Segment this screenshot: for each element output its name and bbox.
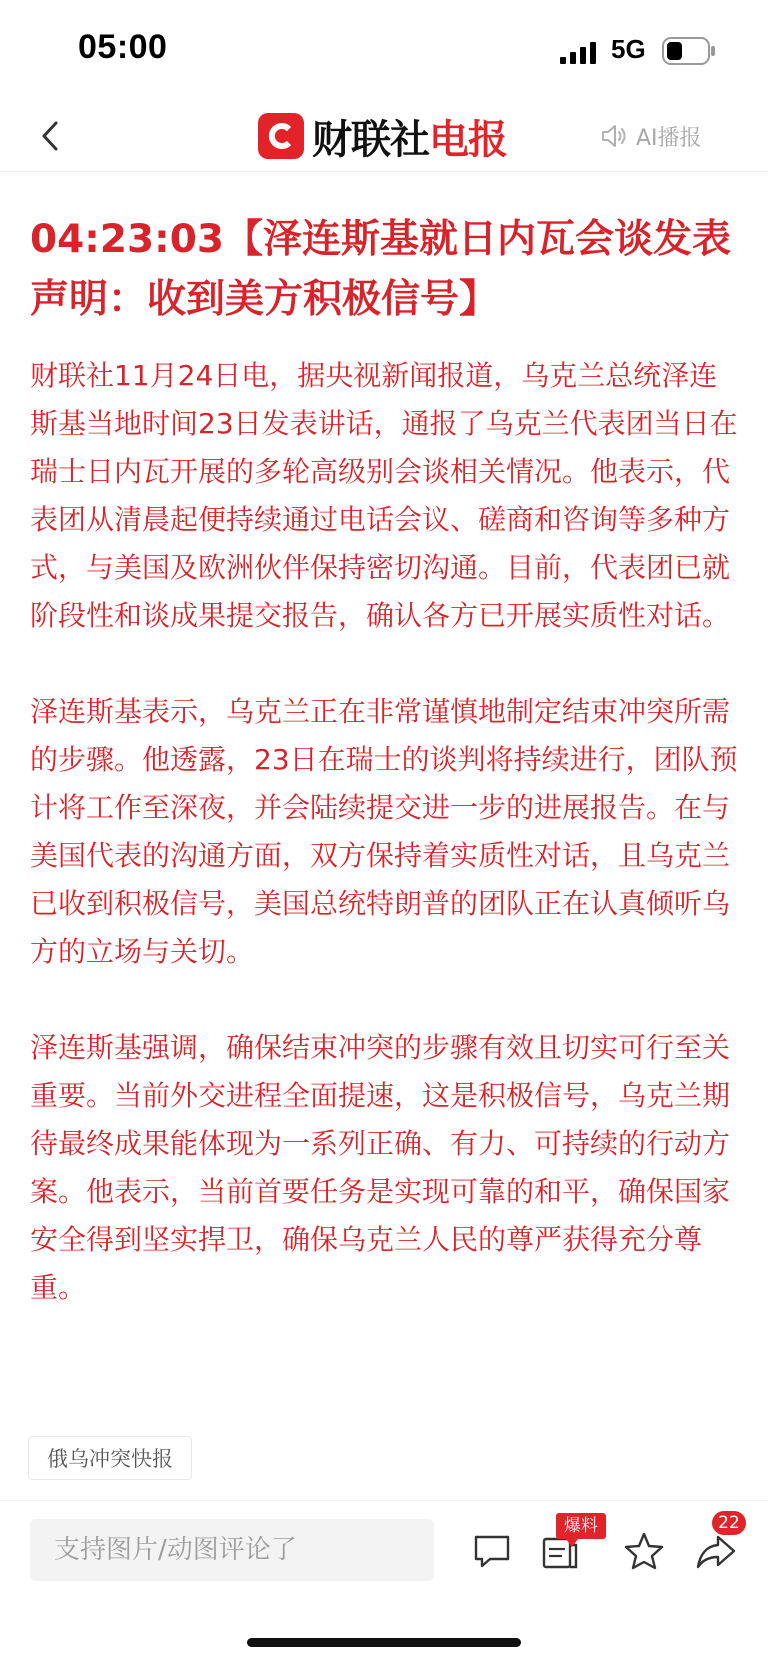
speaker-icon — [600, 123, 628, 149]
article-paragraph-3: 泽连斯基强调，确保结束冲突的步骤有效且切实可行至关重要。当前外交进程全面提速，这是积极信号，乌克兰期待最终成果能体现为一系列正确、有力、可持续的行动方案。他表示，当前首要任务是实现可靠的和平，确保国家安全得到坚实捍卫，确保乌克兰人民的尊严获得充分尊重。 — [30, 1031, 731, 1304]
logo-c-icon — [258, 113, 304, 159]
tip-badge: 爆料 — [556, 1513, 606, 1539]
article-paragraph-1: 财联社11月24日电，据央视新闻报道，乌克兰总统泽连斯基当地时间23日发表讲话，通报了乌克兰代表团当日在瑞士日内瓦开展的多轮高级别会谈相关情况。他表示，代表团从清晨起便持续通过电话会议、磋商和咨询等多种方式，与美国及欧洲伙伴保持密切沟通。目前，代表团已就阶段性和谈成果提交报告，确认各方已开展实质性对话。 — [30, 359, 738, 632]
bottom-bar — [0, 1500, 768, 1663]
chevron-left-icon — [40, 120, 60, 152]
comment-icon[interactable] — [470, 1529, 514, 1573]
logo-text-dianbao: 电报 — [429, 116, 507, 163]
article-headline: 04:23:03【泽连斯基就日内瓦会谈发表声明：收到美方积极信号】 — [30, 217, 732, 322]
star-icon[interactable] — [622, 1529, 666, 1573]
logo-text-caijinglianshe: 财联社 — [312, 116, 429, 163]
battery-icon — [662, 37, 716, 65]
ai-broadcast-label: AI播报 — [636, 125, 702, 151]
app-logo — [258, 108, 507, 164]
share-count-badge: 22 — [712, 1511, 746, 1535]
home-indicator — [247, 1638, 521, 1647]
share-icon[interactable] — [694, 1529, 738, 1573]
article-body — [30, 210, 740, 1312]
back-button[interactable] — [30, 112, 70, 160]
topic-tag[interactable]: 俄乌冲突快报 — [28, 1436, 192, 1480]
network-type: 5G — [611, 34, 646, 64]
article-paragraph-2: 泽连斯基表示，乌克兰正在非常谨慎地制定结束冲突所需的步骤。他透露，23日在瑞士的谈判将持续进行，团队预计将工作至深夜，并会陆续提交进一步的进展报告。在与美国代表的沟通方面，双方保持着实质性对话，且乌克兰已收到积极信号，美国总统特朗普的团队正在认真倾听乌方的立场与关切。 — [30, 695, 738, 968]
signal-icon — [560, 42, 596, 64]
status-time: 05:00 — [78, 28, 168, 66]
status-bar — [0, 0, 768, 100]
comment-input[interactable]: 支持图片/动图评论了 — [30, 1519, 434, 1581]
ai-broadcast-button[interactable] — [600, 118, 702, 154]
nav-bar — [0, 100, 768, 172]
